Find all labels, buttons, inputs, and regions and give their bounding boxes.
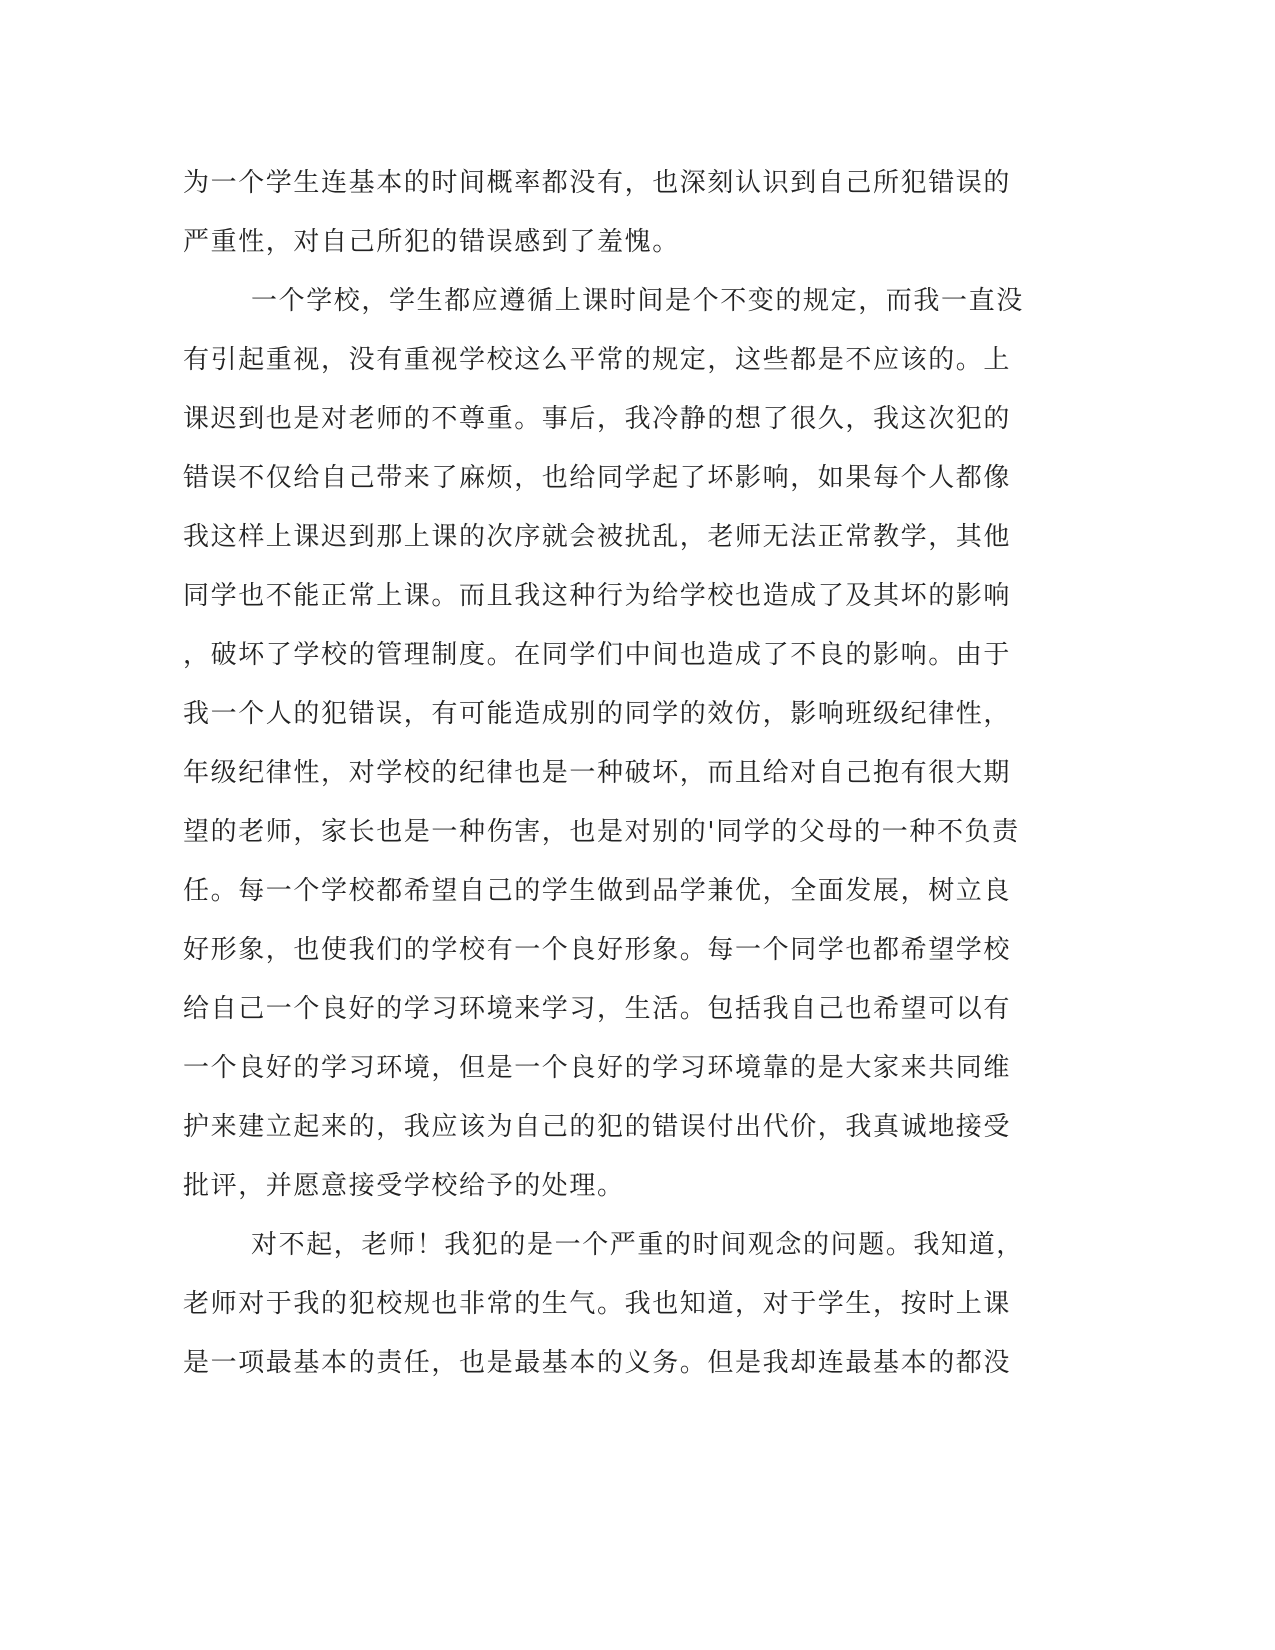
text-line: 是一项最基本的责任，也是最基本的义务。但是我却连最基本的都没 <box>183 1348 1012 1378</box>
text-line: 好形象，也使我们的学校有一个良好形象。每一个同学也都希望学校 <box>183 935 1012 965</box>
text-line: 任。每一个学校都希望自己的学生做到品学兼优，全面发展，树立良 <box>183 876 1012 906</box>
text-line: 严重性，对自己所犯的错误感到了羞愧。 <box>183 227 680 257</box>
text-line: 老师对于我的犯校规也非常的生气。我也知道，对于学生，按时上课 <box>183 1289 1012 1319</box>
text-line: 给自己一个良好的学习环境来学习，生活。包括我自己也希望可以有 <box>183 994 1012 1024</box>
document-body <box>183 154 1043 1393</box>
paragraph-start-line: 一个学校，学生都应遵循上课时间是个不变的规定，而我一直没 <box>251 286 1024 316</box>
text-line: 一个良好的学习环境，但是一个良好的学习环境靠的是大家来共同维 <box>183 1053 1012 1083</box>
text-line: 护来建立起来的，我应该为自己的犯的错误付出代价，我真诚地接受 <box>183 1112 1012 1142</box>
text-line: 望的老师，家长也是一种伤害，也是对别的'同学的父母的一种不负责 <box>183 817 1020 847</box>
text-line: 课迟到也是对老师的不尊重。事后，我冷静的想了很久，我这次犯的 <box>183 404 1012 434</box>
text-line: 我一个人的犯错误，有可能造成别的同学的效仿，影响班级纪律性， <box>183 699 1012 729</box>
text-line: 同学也不能正常上课。而且我这种行为给学校也造成了及其坏的影响 <box>183 581 1012 611</box>
paragraph-start-line: 对不起，老师！我犯的是一个严重的时间观念的问题。我知道， <box>251 1230 1024 1260</box>
text-line: 错误不仅给自己带来了麻烦，也给同学起了坏影响，如果每个人都像 <box>183 463 1012 493</box>
text-line: 有引起重视，没有重视学校这么平常的规定，这些都是不应该的。上 <box>183 345 1012 375</box>
text-line: 年级纪律性，对学校的纪律也是一种破坏，而且给对自己抱有很大期 <box>183 758 1012 788</box>
text-line: 为一个学生连基本的时间概率都没有，也深刻认识到自己所犯错误的 <box>183 168 1012 198</box>
text-line: 批评，并愿意接受学校给予的处理。 <box>183 1171 625 1201</box>
text-line: 我这样上课迟到那上课的次序就会被扰乱，老师无法正常教学，其他 <box>183 522 1012 552</box>
text-line: ，破坏了学校的管理制度。在同学们中间也造成了不良的影响。由于 <box>183 640 1012 670</box>
